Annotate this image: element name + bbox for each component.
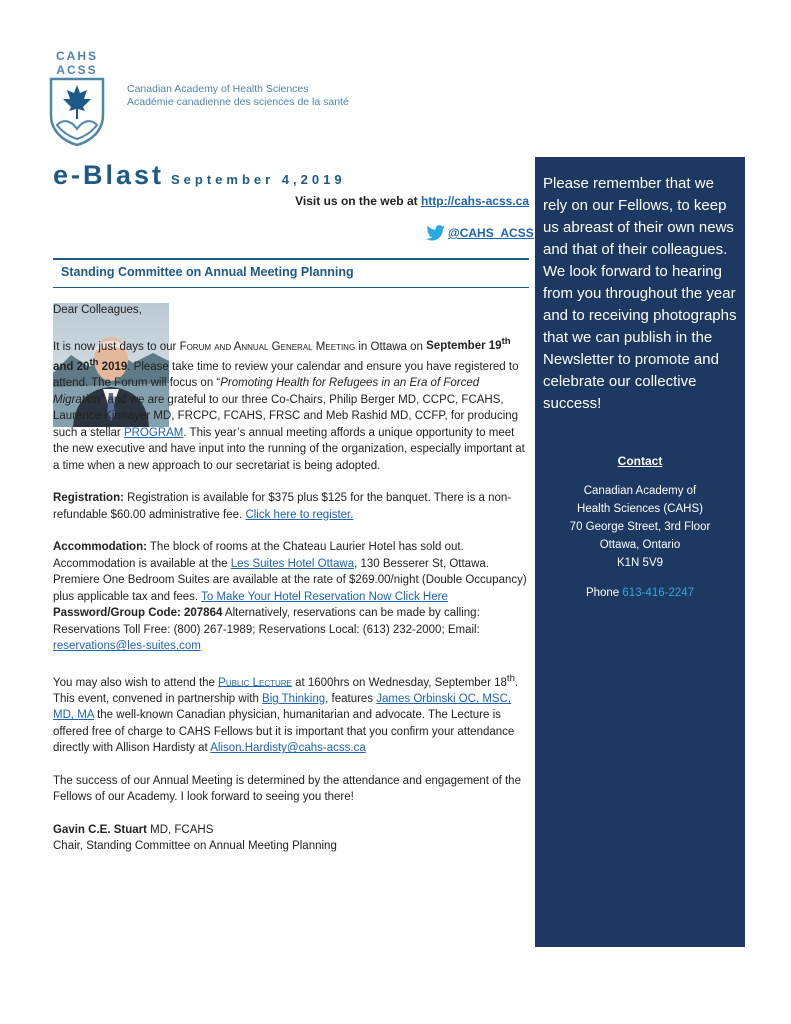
letter-body bbox=[53, 302, 531, 855]
accommodation-label: Accommodation: bbox=[53, 541, 147, 554]
twitter-bird-icon bbox=[426, 225, 446, 242]
logo-line2: ACSS bbox=[56, 63, 98, 77]
address-line: Ottawa, Ontario bbox=[599, 539, 681, 551]
phone-number[interactable]: 613-416-2247 bbox=[622, 587, 695, 599]
sidebar-panel bbox=[535, 157, 745, 947]
signature-line bbox=[53, 822, 531, 839]
paragraph-forum: It is now just days to our Forum and Annual General Meeting in Ottawa on September 19th and 20th 2019. Please take time to review your calendar and ensure you have registered to attend. The Forum will focus on “Promoting Health for Refugees in an Era of Forced Migration” and we are grateful to our three Co-Chairs, Philip Berger MD, CCPC, FCAHS, bbox=[53, 336, 519, 406]
eblast-date: September 4,2019 bbox=[171, 172, 346, 187]
hotel-reservation-link[interactable]: To Make Your Hotel Reservation Now Click Here bbox=[201, 590, 448, 603]
reservations-email-link[interactable]: reservations@les-suites.com bbox=[53, 640, 201, 653]
address-line: 70 George Street, 3rd Floor bbox=[569, 521, 711, 533]
twitter-link[interactable] bbox=[426, 222, 534, 244]
logo-line1: CAHS bbox=[55, 49, 99, 63]
registration-label: Registration: bbox=[53, 492, 124, 505]
org-names bbox=[127, 83, 349, 109]
paragraph-accommodation: Accommodation: The block of rooms at the Chateau Laurier Hotel has sold out. Accommodation is available at the Les Suites Hotel Ottawa, 130 Besserer St, Ottawa. Premiere One Bedroom Suites are available at the rate of $269.00/night (Double Occupancy) plus applicable tax and fees. To Make Your Hotel Reservation Now Click Here Password/Group Code: 207864 Alternatively, reservations can be made by calling: Reservations Toll Free: (800) 267-1989; Reservations Local: (613) 232-2000; Email: reservations@les-suites.com bbox=[53, 541, 527, 653]
group-code: Password/Group Code: 207864 bbox=[53, 607, 223, 620]
cahs-logo[interactable] bbox=[47, 47, 107, 147]
speaker-link[interactable]: James Orbinski OC, MSC, MD, MA bbox=[53, 692, 512, 722]
public-lecture-link[interactable]: Public Lecture bbox=[218, 676, 292, 689]
greeting: Dear Colleagues, bbox=[53, 304, 142, 316]
phone-label: Phone bbox=[585, 587, 623, 599]
eblast-title: e-Blast bbox=[53, 160, 165, 190]
paragraph-closing: The success of our Annual Meeting is determined by the attendance and engagement of the Fellows of our Academy. I look forward to seeing you there! bbox=[53, 774, 521, 804]
program-link[interactable]: PROGRAM bbox=[123, 426, 184, 439]
contact-heading: Contact bbox=[617, 454, 663, 468]
signer-name: Gavin C.E. Stuart bbox=[53, 823, 147, 836]
address-line: K1N 5V9 bbox=[616, 557, 664, 569]
register-link[interactable]: Click here to register. bbox=[245, 508, 354, 521]
hotel-link[interactable]: Les Suites Hotel Ottawa bbox=[230, 557, 355, 570]
org-name-en: Canadian Academy of Health Sciences bbox=[127, 83, 309, 95]
section-header bbox=[53, 258, 529, 288]
contact-address bbox=[535, 482, 745, 572]
website-label: Visit us on the web at bbox=[295, 194, 421, 208]
contact-phone bbox=[535, 587, 745, 599]
twitter-handle[interactable]: @CAHS_ACSS bbox=[448, 226, 534, 240]
address-line: Health Sciences (CAHS) bbox=[577, 503, 703, 515]
hardisty-email-link[interactable]: Alison.Hardisty@cahs-acss.ca bbox=[210, 742, 366, 755]
big-thinking-link[interactable]: Big Thinking bbox=[262, 692, 326, 705]
address-line: Canadian Academy of bbox=[583, 485, 697, 497]
org-name-fr: Académie canadienne des sciences de la santé bbox=[127, 96, 349, 108]
website-link[interactable]: http://cahs-acss.ca bbox=[420, 194, 529, 208]
sidebar-message: Please remember that we rely on our Fellows, to keep us abreast of their own news and that of their colleagues. We look forward to hearing from you throughout the year and to receiving photographs that we can publish in the Newsletter to promote and celebrate our collective success! bbox=[543, 175, 737, 412]
section-title: Standing Committee on Annual Meeting Planning bbox=[61, 265, 354, 279]
forum-theme: Promoting Health for Refugees in an Era of Forced Migration bbox=[53, 377, 480, 406]
paragraph-lecture: You may also wish to attend the Public Lecture at 1600hrs on Wednesday, September 18th. This event, convened in partnership with Big Thinking, features James Orbinski OC, MSC, MD, MA the well-known Canadian physician, humanitarian and advocate. The Lecture is offered free of charge to CAHS Fellows but it is important that you confirm your attendance directly with Allison Hardisty at Alison.Hardisty@cahs-acss.ca bbox=[53, 672, 519, 755]
signer-credentials: MD, FCAHS bbox=[146, 823, 214, 836]
forum-event-name: Forum and Annual General Meeting bbox=[179, 340, 356, 353]
paragraph-registration: Registration: Registration is available for $375 plus $125 for the banquet. There is a non-refundable $60.00 administrative fee. Click here to register. bbox=[53, 492, 512, 521]
meeting-dates: September 19th and 20th 2019 bbox=[53, 336, 511, 373]
paragraph-cochairs: Laurence Kirmayer MD, FRCPC, FCAHS, FRSC and Meb Rashid MD, CCFP, for producing such a stellar PROGRAM. This year’s annual meeting affords a unique opportunity to meet the new executive and have input into the running of the organization, especially important at a time when a new approach to our secretariat is being adopted. bbox=[53, 410, 525, 472]
website-line bbox=[295, 194, 529, 208]
signer-title: Chair, Standing Committee on Annual Meeting Planning bbox=[53, 840, 337, 853]
